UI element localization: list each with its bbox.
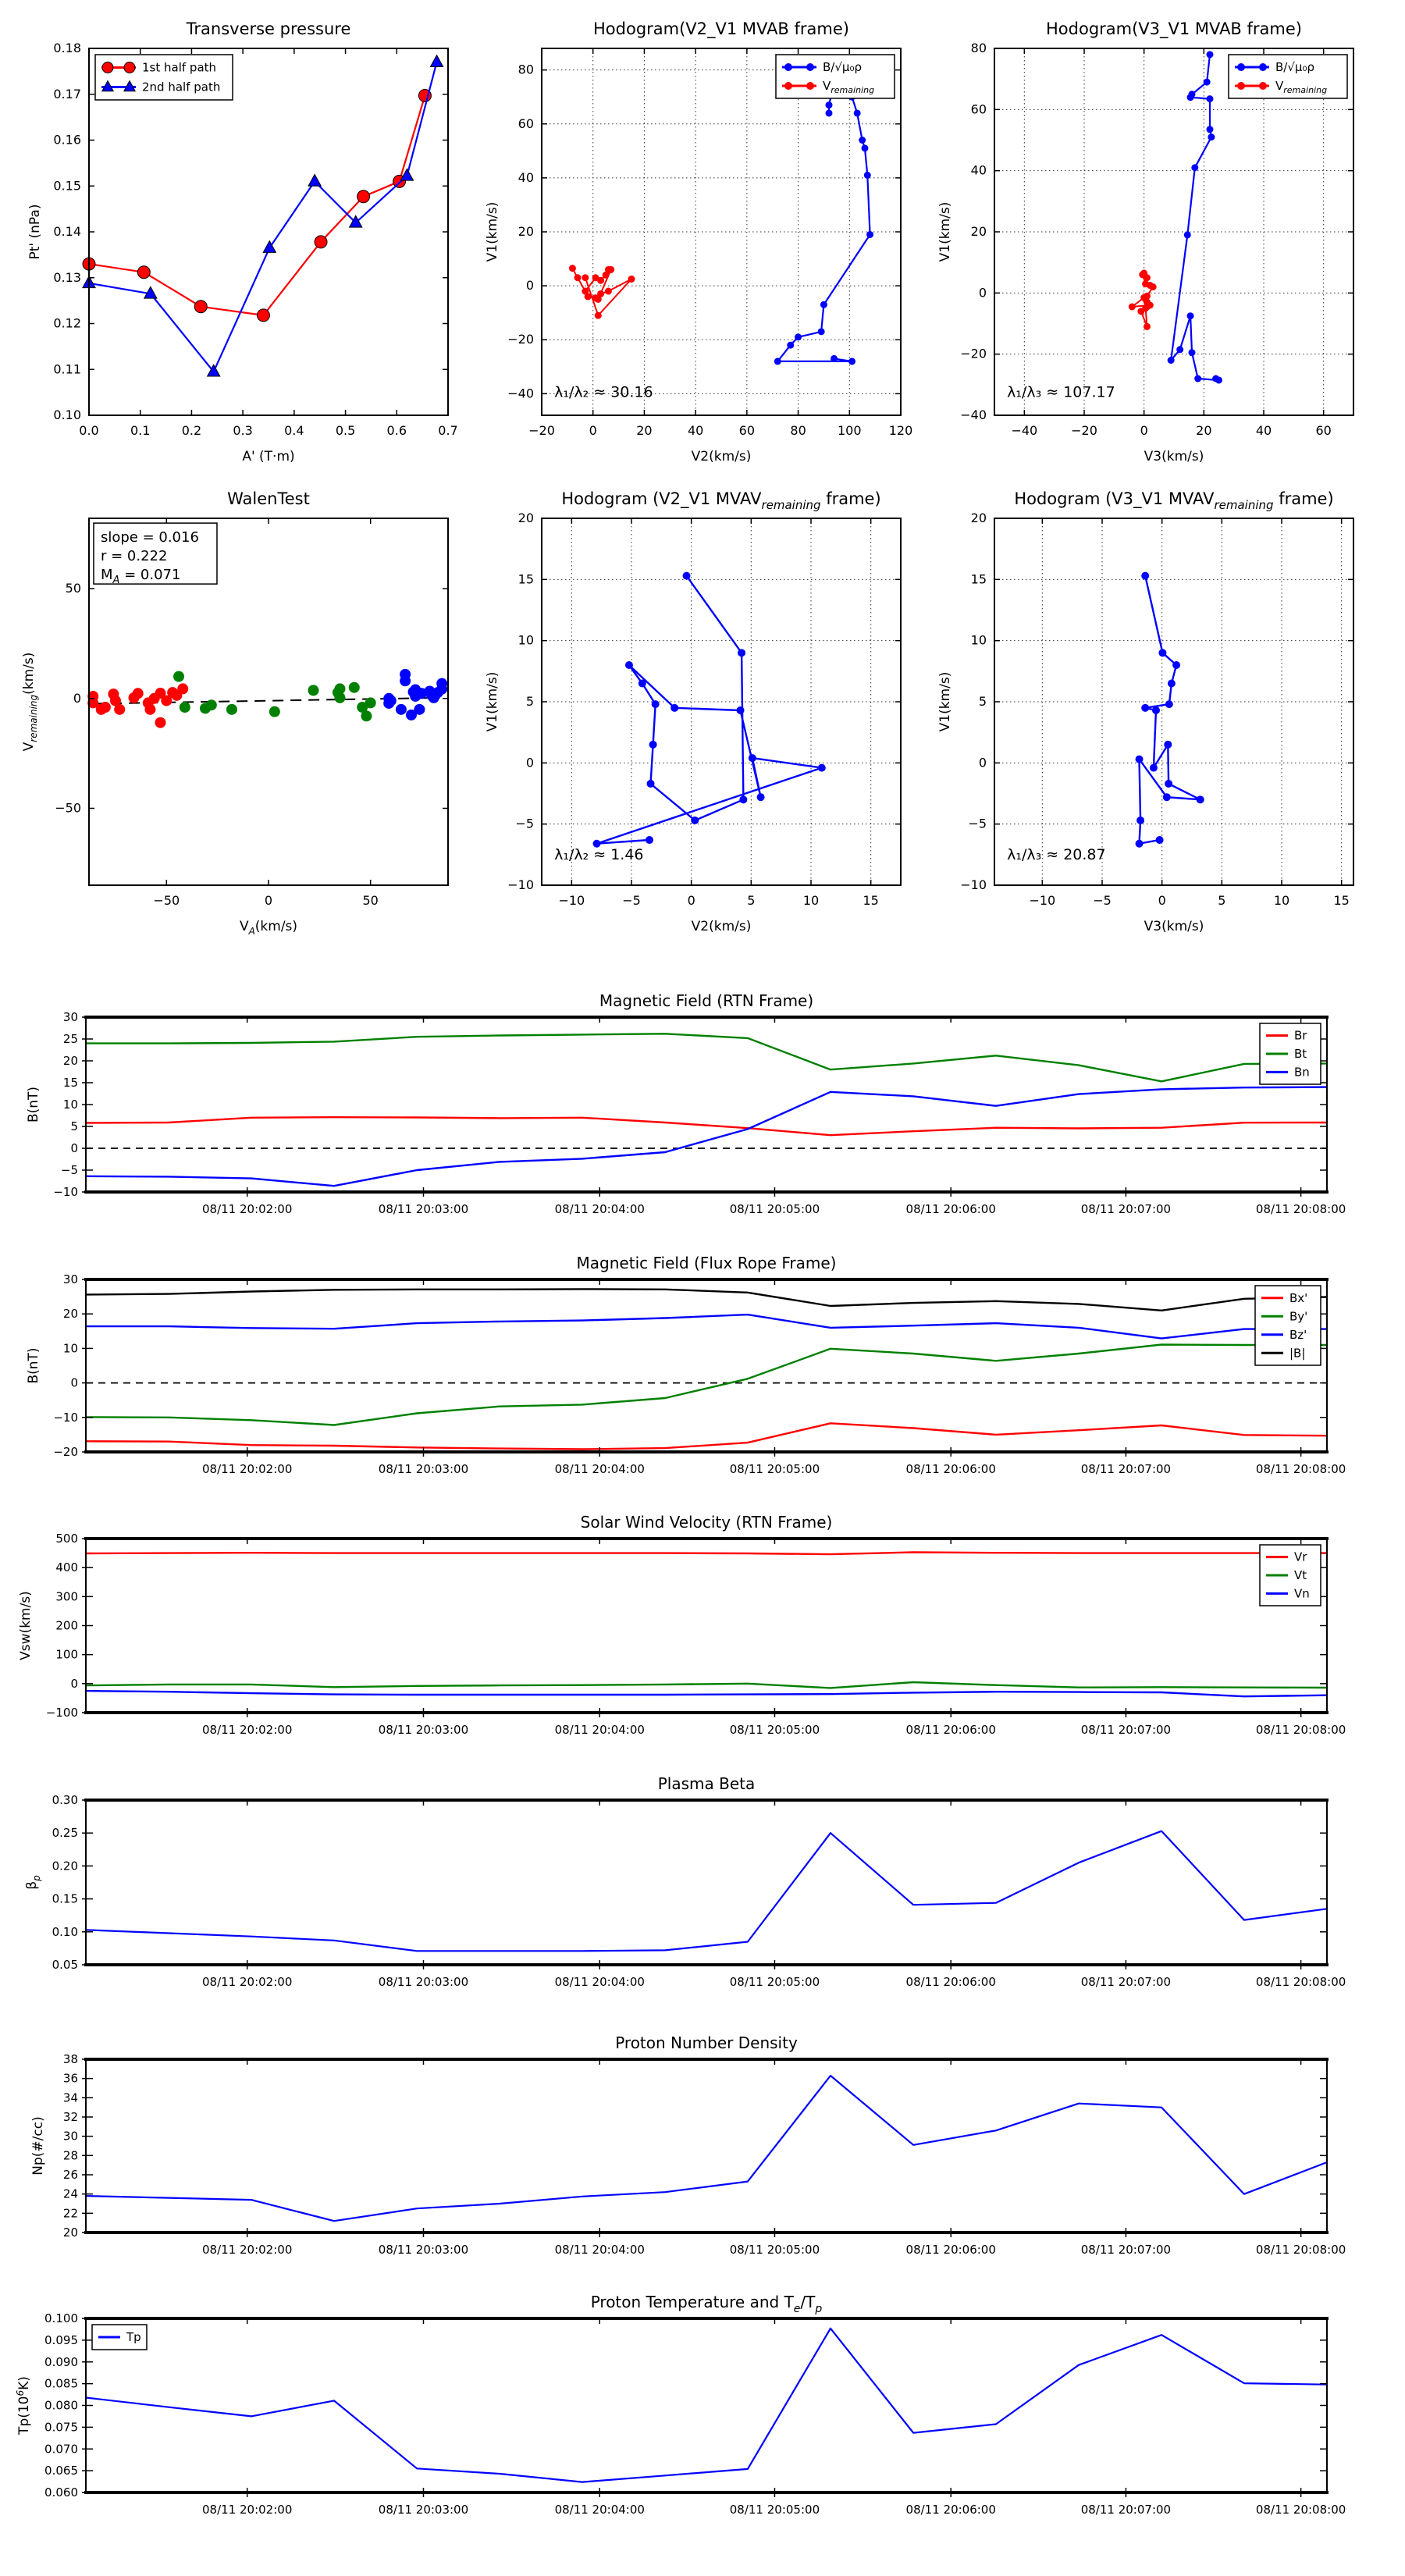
x-tick-label: 0.1: [130, 423, 151, 438]
legend-label: Bz': [1289, 1327, 1307, 1342]
x-tick-label: 50: [362, 893, 379, 908]
y-tick-label: 80: [970, 41, 987, 55]
y-tick-label: 0.15: [52, 1891, 78, 1906]
y-tick-label: 30: [62, 2129, 78, 2144]
y-axis-label: Pt' (nPa): [27, 204, 43, 260]
y-axis-label: B(nT): [26, 1086, 41, 1123]
x-tick-label: 08/11 20:07:00: [1080, 2503, 1172, 2517]
x-tick-label: 08/11 20:04:00: [554, 1975, 645, 1989]
x-tick-label: 08/11 20:06:00: [905, 1975, 996, 1989]
x-tick-label: 60: [1315, 423, 1332, 438]
x-tick-label: 20: [636, 423, 653, 438]
x-axis-label: V2(km/s): [691, 919, 752, 934]
y-tick-label: 0: [70, 1375, 78, 1390]
chart-title: Transverse pressure: [186, 20, 351, 38]
y-tick-label: 0.065: [44, 2464, 78, 2478]
x-tick-label: 08/11 20:08:00: [1255, 2243, 1346, 2257]
y-tick-label: 0: [525, 278, 534, 294]
legend-label: $V_{remaining}$: [823, 79, 875, 95]
x-tick-label: 15: [863, 893, 879, 908]
y-tick-label: 22: [62, 2206, 78, 2221]
info-line: slope = 0.016: [100, 529, 199, 546]
y-tick-label: 5: [70, 1119, 78, 1133]
x-tick-label: 80: [790, 423, 806, 438]
y-tick-label: 20: [970, 511, 987, 525]
y-tick-label: 28: [62, 2148, 78, 2163]
y-tick-label: 500: [55, 1532, 78, 1546]
legend-label: Bn: [1294, 1065, 1310, 1080]
y-tick-label: 0.05: [52, 1958, 78, 1972]
x-tick-label: 08/11 20:05:00: [729, 2243, 820, 2257]
x-tick-label: 08/11 20:02:00: [202, 1975, 293, 1989]
x-tick-label: 0: [264, 893, 273, 908]
y-tick-label: −20: [53, 1445, 78, 1459]
legend: [776, 55, 895, 98]
x-tick-label: 08/11 20:08:00: [1255, 1202, 1346, 1216]
y-tick-label: 30: [62, 1272, 78, 1286]
y-tick-label: −20: [960, 346, 987, 361]
annotation: λ₁/λ₂ ≈ 30.16: [554, 383, 653, 401]
x-tick-label: 0: [687, 893, 695, 908]
y-tick-label: 0.17: [53, 86, 81, 101]
y-tick-label: 400: [55, 1560, 78, 1575]
y-tick-label: 15: [518, 571, 534, 587]
y-tick-label: 0: [978, 285, 987, 301]
annotation: λ₁/λ₃ ≈ 107.17: [1007, 383, 1115, 401]
legend-label: Bt: [1294, 1047, 1307, 1061]
y-tick-label: 0.075: [44, 2420, 78, 2435]
y-tick-label: 60: [518, 116, 534, 131]
chart-title: Proton Temperature and $T_e/T_p$: [590, 2293, 823, 2315]
x-tick-label: 08/11 20:04:00: [554, 1462, 645, 1476]
chart-title: Hodogram(V2_V1 MVAB frame): [593, 20, 849, 38]
y-tick-label: 0.30: [52, 1793, 78, 1807]
y-axis-label: $\beta_p$: [24, 1875, 42, 1890]
y-tick-label: 100: [55, 1647, 78, 1662]
x-tick-label: 08/11 20:08:00: [1255, 1723, 1346, 1737]
y-axis-label: Np(#/cc): [30, 2116, 46, 2176]
y-axis-label: $Tp(10^6K)$: [15, 2376, 32, 2435]
legend-label: 2nd half path: [142, 80, 221, 94]
x-tick-label: 60: [738, 423, 756, 438]
y-tick-label: 30: [62, 1010, 78, 1024]
x-tick-label: 08/11 20:04:00: [554, 1202, 645, 1216]
legend: [1229, 55, 1347, 98]
y-tick-label: 10: [970, 632, 987, 648]
x-tick-label: 08/11 20:04:00: [554, 2243, 645, 2257]
y-tick-label: 36: [62, 2071, 78, 2086]
legend: [95, 55, 233, 100]
y-tick-label: −5: [515, 816, 534, 831]
y-tick-label: 5: [978, 694, 987, 709]
y-tick-label: 32: [62, 2110, 78, 2124]
y-tick-label: −5: [968, 816, 987, 831]
y-tick-label: 0.100: [44, 2311, 78, 2325]
x-tick-label: 08/11 20:04:00: [554, 1723, 645, 1737]
y-tick-label: 0.10: [53, 407, 81, 422]
legend: [1260, 1545, 1321, 1606]
y-axis-label: V1(km/s): [937, 671, 953, 732]
chart-title: Plasma Beta: [657, 1774, 756, 1793]
y-tick-label: −10: [53, 1185, 78, 1199]
x-tick-label: 08/11 20:02:00: [202, 1723, 293, 1737]
y-tick-label: −50: [55, 800, 81, 816]
y-tick-label: 10: [62, 1098, 78, 1112]
legend-label: Vt: [1294, 1568, 1307, 1582]
x-tick-label: 08/11 20:06:00: [905, 2243, 996, 2257]
y-tick-label: 0: [525, 755, 534, 770]
y-tick-label: 40: [970, 162, 987, 178]
y-tick-label: 0.10: [52, 1924, 78, 1939]
y-tick-label: 20: [518, 511, 534, 525]
legend-label: Bx': [1289, 1290, 1308, 1305]
y-tick-label: 0.090: [44, 2354, 78, 2369]
legend-label: Br: [1294, 1028, 1307, 1043]
y-tick-label: 15: [62, 1076, 78, 1090]
x-tick-label: 08/11 20:06:00: [905, 1462, 996, 1476]
x-tick-label: 0.3: [233, 423, 253, 438]
x-tick-label: −5: [1093, 893, 1112, 908]
y-tick-label: 40: [518, 169, 534, 185]
y-tick-label: −10: [53, 1410, 78, 1425]
x-axis-label: V3(km/s): [1144, 919, 1204, 934]
x-tick-label: 0.5: [335, 423, 356, 438]
y-tick-label: 20: [62, 1307, 78, 1322]
y-tick-label: 0: [70, 1676, 78, 1691]
x-tick-label: 15: [1333, 893, 1350, 908]
x-tick-label: 08/11 20:06:00: [905, 1723, 996, 1737]
x-tick-label: 10: [802, 893, 820, 908]
x-tick-label: 08/11 20:03:00: [378, 2503, 469, 2517]
y-tick-label: 0.095: [44, 2332, 78, 2347]
y-tick-label: 0: [70, 1141, 78, 1155]
y-tick-label: 34: [62, 2090, 78, 2105]
x-tick-label: 08/11 20:07:00: [1080, 1723, 1172, 1737]
y-tick-label: 15: [970, 571, 987, 587]
x-tick-label: −20: [1071, 423, 1097, 438]
x-tick-label: 08/11 20:05:00: [729, 1462, 820, 1476]
x-axis-label: V2(km/s): [691, 449, 752, 464]
x-tick-label: 08/11 20:05:00: [729, 1202, 820, 1216]
chart-title: Hodogram (V2_V1 $MVAV_{remaining}$ frame): [561, 489, 881, 512]
x-tick-label: 08/11 20:07:00: [1080, 1462, 1172, 1476]
x-tick-label: 08/11 20:02:00: [202, 2503, 293, 2517]
legend-label: B/√μ₀ρ: [1275, 60, 1314, 74]
y-tick-label: 24: [62, 2186, 78, 2201]
y-tick-label: 0.15: [53, 178, 81, 194]
y-tick-label: 5: [525, 694, 534, 709]
x-axis-label: A' (T·m): [242, 449, 295, 464]
chart-title: Hodogram (V3_V1 $MVAV_{remaining}$ frame): [1014, 489, 1334, 512]
y-tick-label: −10: [507, 877, 534, 892]
legend-label: B/√μ₀ρ: [823, 60, 862, 74]
x-tick-label: 0: [1158, 893, 1166, 908]
x-tick-label: 08/11 20:06:00: [905, 2503, 996, 2517]
x-tick-label: 08/11 20:06:00: [905, 1202, 996, 1216]
x-tick-label: −5: [622, 893, 641, 908]
x-axis-label: $V_A(km/s)$: [239, 919, 298, 937]
x-tick-label: 0.6: [386, 423, 407, 438]
y-tick-label: 0.13: [53, 269, 81, 285]
y-tick-label: 38: [62, 2052, 78, 2066]
x-tick-label: −10: [1029, 893, 1056, 908]
x-tick-label: 20: [1196, 423, 1212, 438]
x-tick-label: −10: [558, 893, 585, 908]
y-tick-label: 20: [62, 2226, 78, 2240]
y-tick-label: 20: [970, 224, 987, 239]
y-tick-label: 20: [62, 1054, 78, 1068]
y-tick-label: 0.085: [44, 2376, 78, 2391]
legend-label: Vn: [1294, 1586, 1310, 1601]
chart-title: Solar Wind Velocity (RTN Frame): [580, 1513, 833, 1532]
x-tick-label: 08/11 20:07:00: [1080, 2243, 1172, 2257]
chart-title: Hodogram(V3_V1 MVAB frame): [1046, 20, 1302, 38]
y-tick-label: 0.070: [44, 2442, 78, 2457]
legend: [1260, 1023, 1321, 1084]
x-tick-label: 0.4: [284, 423, 304, 438]
y-tick-label: 80: [518, 62, 534, 77]
y-tick-label: 26: [62, 2168, 78, 2182]
y-tick-label: 0.11: [53, 361, 81, 377]
y-tick-label: −100: [45, 1706, 78, 1720]
x-tick-label: 40: [687, 423, 704, 438]
x-tick-label: 5: [747, 893, 756, 908]
y-axis-label: V1(km/s): [485, 201, 500, 262]
x-tick-label: −20: [528, 423, 555, 438]
x-tick-label: 08/11 20:02:00: [202, 1202, 293, 1216]
x-tick-label: 0: [1140, 423, 1148, 438]
legend: [1255, 1286, 1321, 1365]
y-tick-label: 0.25: [52, 1826, 78, 1841]
x-tick-label: 08/11 20:05:00: [729, 1975, 820, 1989]
x-tick-label: 08/11 20:08:00: [1255, 2503, 1346, 2517]
x-tick-label: 08/11 20:03:00: [378, 1462, 469, 1476]
y-tick-label: 50: [65, 581, 81, 596]
x-tick-label: 08/11 20:07:00: [1080, 1202, 1172, 1216]
legend-label: $V_{remaining}$: [1275, 79, 1328, 95]
x-tick-label: 100: [838, 423, 862, 438]
y-tick-label: 0: [978, 755, 987, 770]
y-tick-label: 0: [73, 690, 81, 706]
x-tick-label: 0: [589, 423, 597, 438]
y-tick-label: 60: [970, 101, 987, 117]
x-tick-label: −40: [1011, 423, 1038, 438]
legend-label: Vr: [1294, 1550, 1307, 1564]
x-tick-label: 08/11 20:03:00: [378, 1975, 469, 1989]
y-tick-label: 10: [518, 632, 534, 648]
x-axis-label: V3(km/s): [1144, 449, 1204, 464]
y-tick-label: −40: [960, 407, 987, 422]
x-tick-label: 120: [888, 423, 913, 438]
chart-title: WalenTest: [227, 489, 310, 508]
x-tick-label: 10: [1273, 893, 1290, 908]
legend: [92, 2325, 147, 2350]
y-tick-label: 200: [55, 1618, 78, 1633]
x-tick-label: 08/11 20:05:00: [729, 1723, 820, 1737]
y-tick-label: 20: [518, 224, 534, 239]
x-tick-label: 40: [1255, 423, 1272, 438]
y-tick-label: 0.12: [53, 315, 81, 331]
annotation: λ₁/λ₂ ≈ 1.46: [554, 846, 644, 864]
y-tick-label: 25: [62, 1032, 78, 1046]
y-tick-label: 0.060: [44, 2485, 78, 2500]
y-tick-label: 0.080: [44, 2398, 78, 2413]
x-tick-label: 08/11 20:03:00: [378, 2243, 469, 2257]
y-tick-label: 300: [55, 1589, 78, 1604]
y-tick-label: −20: [507, 332, 534, 347]
y-tick-label: 0.14: [53, 224, 81, 239]
x-tick-label: 08/11 20:03:00: [378, 1202, 469, 1216]
y-axis-label: $V_{remaining}(km/s)$: [21, 652, 39, 752]
y-axis-label: V1(km/s): [485, 671, 500, 732]
info-line: r = 0.222: [100, 548, 168, 565]
x-tick-label: 08/11 20:08:00: [1255, 1975, 1346, 1989]
chart-title: Magnetic Field (RTN Frame): [599, 991, 814, 1010]
x-tick-label: 08/11 20:04:00: [554, 2503, 645, 2517]
y-axis-label: B(nT): [26, 1347, 41, 1384]
y-tick-label: 0.16: [53, 132, 81, 148]
x-tick-label: 08/11 20:07:00: [1080, 1975, 1172, 1989]
y-axis-label: Vsw(km/s): [18, 1591, 34, 1660]
x-tick-label: 0.0: [79, 423, 99, 438]
x-tick-label: 5: [1218, 893, 1226, 908]
info-line: $M_A = 0.071$: [100, 567, 181, 587]
y-tick-label: −40: [507, 386, 534, 401]
y-axis-label: V1(km/s): [937, 201, 953, 262]
x-tick-label: 08/11 20:02:00: [202, 2243, 293, 2257]
x-tick-label: 08/11 20:03:00: [378, 1723, 469, 1737]
x-tick-label: −50: [153, 893, 180, 908]
legend-label: |B|: [1289, 1346, 1306, 1361]
legend-label: Tp: [126, 2330, 141, 2344]
y-tick-label: −5: [60, 1163, 78, 1177]
legend-label: By': [1289, 1309, 1308, 1324]
annotation: λ₁/λ₃ ≈ 20.87: [1007, 846, 1106, 864]
x-tick-label: 0.7: [438, 423, 458, 438]
y-tick-label: 10: [62, 1341, 78, 1356]
x-tick-label: 08/11 20:08:00: [1255, 1462, 1346, 1476]
chart-title: Magnetic Field (Flux Rope Frame): [576, 1254, 837, 1272]
legend-label: 1st half path: [142, 60, 217, 75]
x-tick-label: 08/11 20:05:00: [729, 2503, 820, 2517]
x-tick-label: 08/11 20:02:00: [202, 1462, 293, 1476]
chart-title: Proton Number Density: [615, 2033, 798, 2052]
y-tick-label: −10: [960, 877, 987, 892]
y-tick-label: 0.20: [52, 1859, 78, 1873]
x-tick-label: 0.2: [181, 423, 202, 438]
y-tick-label: 0.18: [53, 41, 81, 55]
